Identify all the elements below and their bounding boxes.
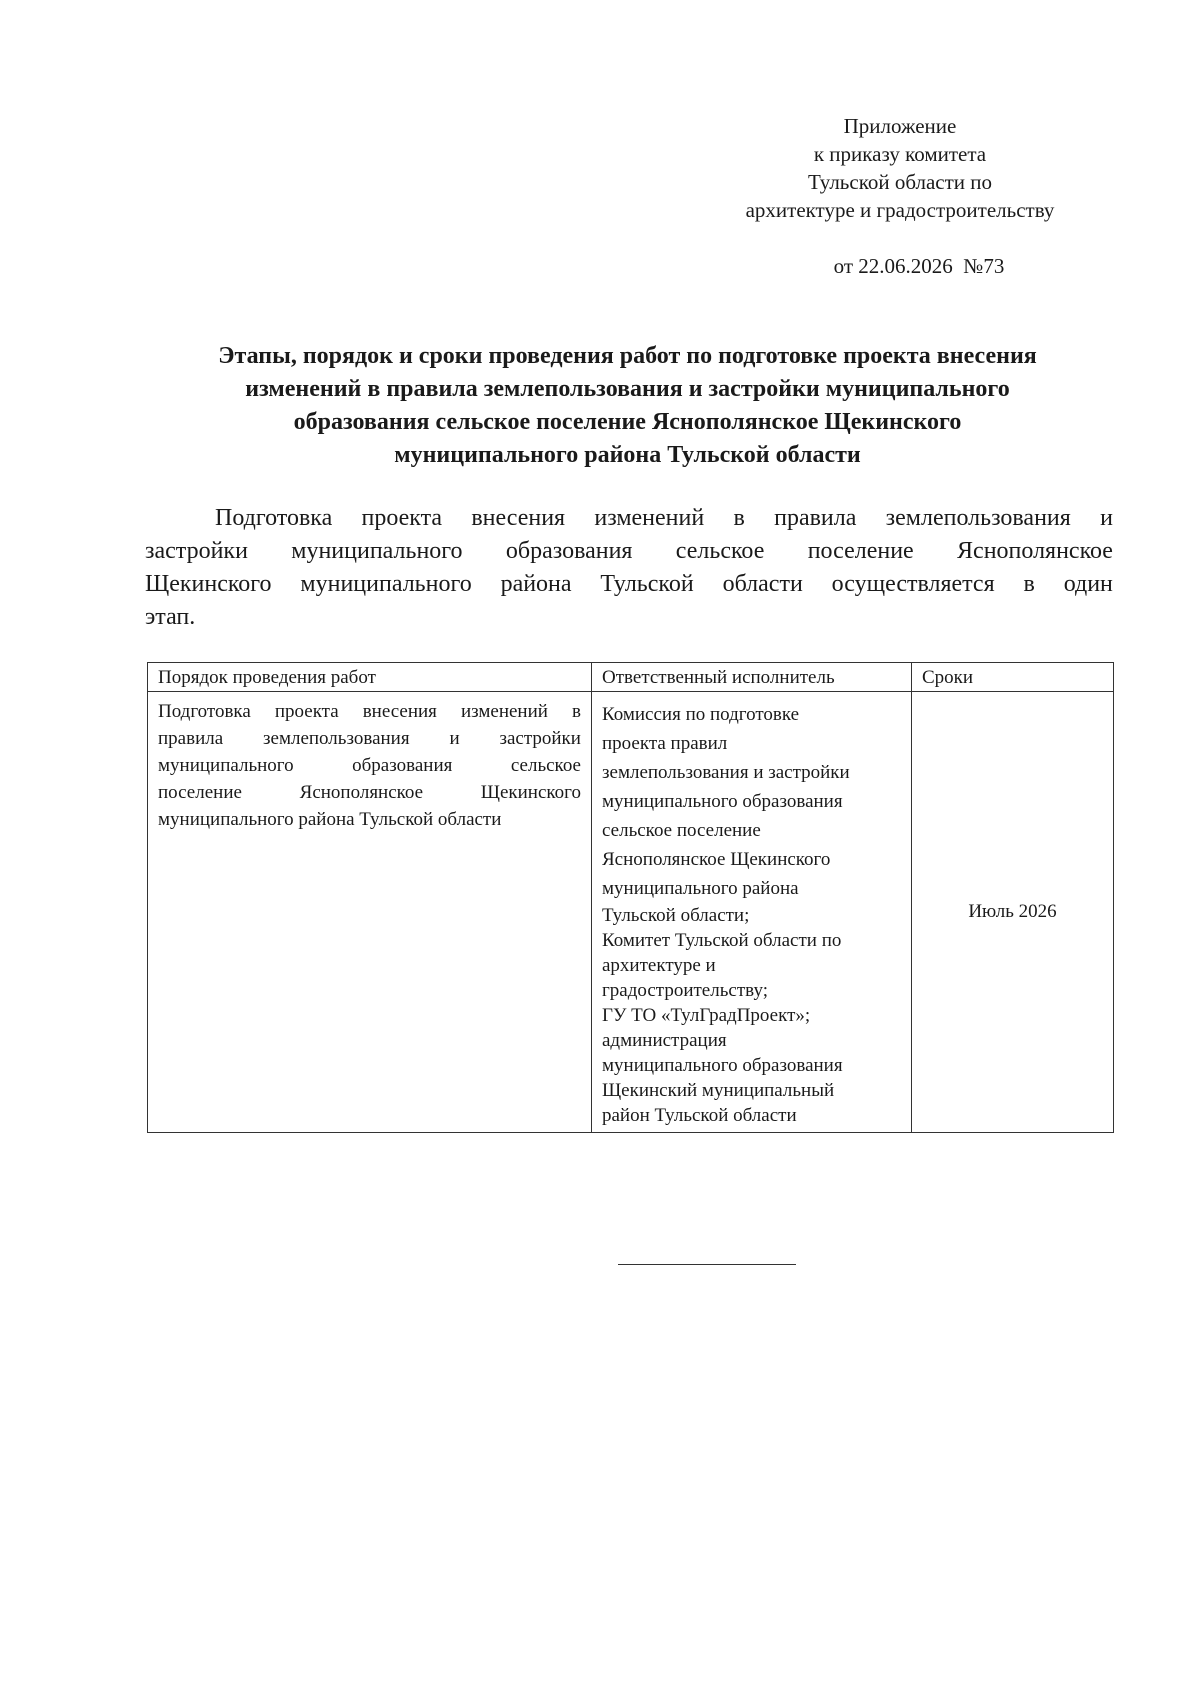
stages-table [147, 662, 1114, 1133]
word: Подготовка [158, 701, 251, 722]
header-order: Порядок проведения работ [148, 663, 592, 692]
executor-line: Яснополянское Щекинского [602, 849, 831, 870]
text-line [158, 779, 581, 806]
executor-cell [592, 692, 912, 1133]
word: Тульской [600, 571, 694, 597]
word: образования [352, 755, 453, 776]
word: сельское [510, 755, 581, 776]
word: землепользования [885, 505, 1071, 531]
word: правила [774, 505, 857, 531]
word: правила [158, 728, 224, 749]
word: этап. [145, 604, 196, 630]
word: и [449, 728, 460, 749]
closing-divider [618, 1264, 796, 1265]
word: один [1063, 571, 1113, 597]
word: землепользования [263, 728, 410, 749]
appendix-line: Тульской области по [807, 170, 993, 194]
word: Яснополянское [957, 538, 1113, 564]
header-executor: Ответственный исполнитель [592, 663, 912, 692]
word: внесения [471, 505, 566, 531]
title-line: Этапы, порядок и сроки проведения работ по подготовке проекта внесения [218, 343, 1037, 369]
word: изменений [460, 701, 548, 722]
executor-line: Комитет Тульской области по [602, 930, 842, 951]
word: проекта [274, 701, 339, 722]
word: поселение [807, 538, 914, 564]
word: поселение [158, 782, 242, 803]
word: внесения [362, 701, 437, 722]
appendix-header [700, 112, 1100, 280]
text-line [158, 725, 581, 752]
word: района [500, 571, 572, 597]
order-text [158, 692, 581, 833]
appendix-line: архитектуре и градостроительству [745, 198, 1055, 222]
executor-line: Щекинский муниципальный [602, 1080, 835, 1101]
executor-line: землепользования и застройки [602, 762, 850, 783]
word: в [571, 701, 581, 722]
word: изменений [594, 505, 705, 531]
executor-line: муниципального района [602, 878, 799, 899]
appendix-line: Приложение [843, 114, 957, 138]
title-line: муниципального района Тульской области [394, 442, 861, 468]
word: застройки [145, 538, 248, 564]
word: области [722, 571, 803, 597]
word: в [1023, 571, 1035, 597]
executor-line: муниципального образования [602, 1055, 843, 1076]
text-line [145, 535, 1113, 568]
term-cell: Июль 2026 [912, 692, 1114, 1133]
table-header-row [148, 663, 1114, 692]
text-line [145, 601, 1113, 634]
executor-line: администрация [602, 1030, 727, 1051]
executor-line: архитектуре и [602, 955, 716, 976]
order-cell [148, 692, 592, 1133]
word: застройки [499, 728, 581, 749]
word: муниципального района Тульской области [158, 809, 502, 830]
word: осуществляется [831, 571, 995, 597]
title-line: образования сельское поселение Яснополянское Щекинского [293, 409, 962, 435]
executor-line: муниципального образования [602, 791, 843, 812]
executor-line: проекта правил [602, 733, 728, 754]
word: муниципального [158, 755, 294, 776]
executor-line: Комиссия по подготовке [602, 704, 800, 725]
text-line [145, 568, 1113, 601]
text-line [158, 698, 581, 725]
executor-line: сельское поселение [602, 820, 761, 841]
word: муниципального [291, 538, 463, 564]
text-line [158, 752, 581, 779]
text-line [145, 502, 1113, 535]
text-line [158, 806, 581, 833]
order-date-number: от 22.06.2026 №73 [833, 254, 1005, 278]
word: муниципального [300, 571, 472, 597]
title-line: изменений в правила землепользования и застройки муниципального [245, 376, 1010, 402]
executor-line: район Тульской области [602, 1105, 797, 1126]
word: Яснополянское [299, 782, 424, 803]
intro-paragraph [145, 502, 1113, 634]
executor-line: ГУ ТО «ТулГрадПроект»; [602, 1005, 811, 1026]
appendix-line: к приказу комитета [813, 142, 987, 166]
word: в [733, 505, 745, 531]
header-term: Сроки [912, 663, 1114, 692]
word: сельское [675, 538, 765, 564]
executor-line: Тульской области; [602, 905, 750, 926]
document-title [140, 340, 1115, 472]
executor-line: градостроительству; [602, 980, 768, 1001]
word: и [1100, 505, 1113, 531]
word: Щекинского [145, 571, 272, 597]
word: проекта [361, 505, 443, 531]
table-row [148, 692, 1114, 1133]
word: Щекинского [480, 782, 581, 803]
word: Подготовка [215, 505, 333, 531]
executor-text [602, 692, 901, 1132]
word: образования [505, 538, 633, 564]
